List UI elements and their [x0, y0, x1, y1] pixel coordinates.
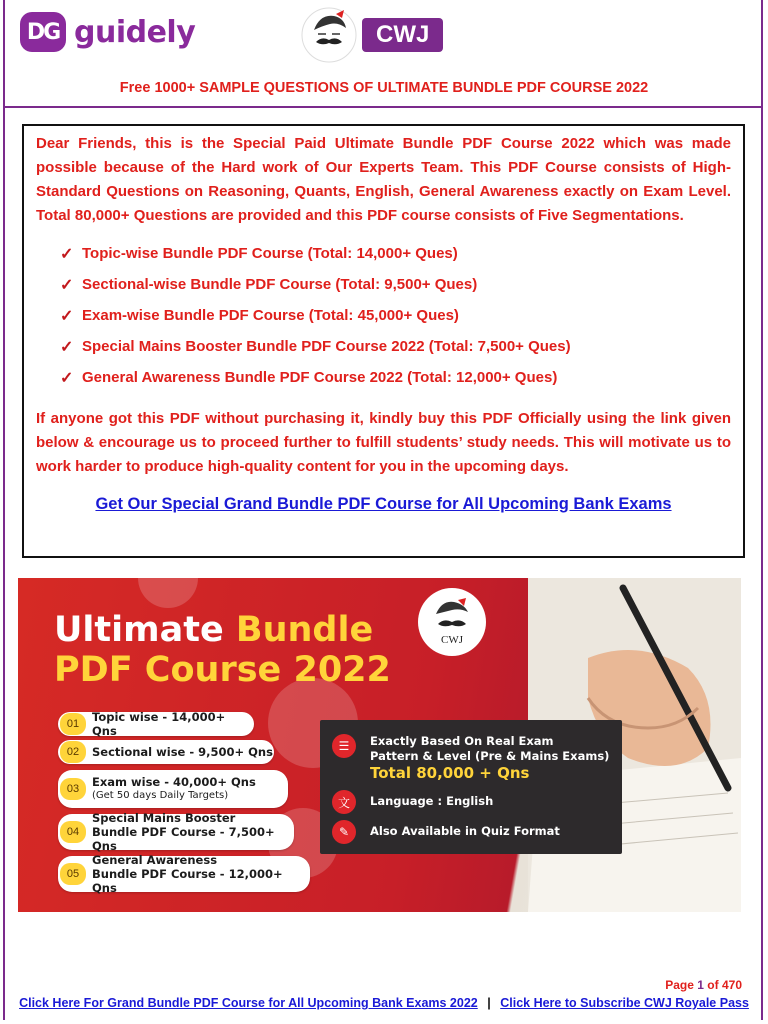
course-list-item [60, 238, 731, 269]
item-label-line1: General Awareness [92, 853, 218, 867]
page-counter [665, 978, 742, 992]
info-language: Language : English [370, 794, 494, 808]
item-label-line2: Bundle PDF Course - 7,500+ Qns [92, 825, 275, 853]
banner-title-yellow: Bundle [235, 610, 374, 650]
banner-title-white: Ultimate [54, 610, 236, 650]
item-label-line1: Special Mains Booster [92, 811, 236, 825]
intro-box [22, 124, 745, 558]
course-list-item [60, 362, 731, 393]
course-item-label: Exam-wise Bundle PDF Course (Total: 45,000+ Ques) [82, 307, 459, 324]
course-item-label: Topic-wise Bundle PDF Course (Total: 14,000+ Ques) [82, 245, 458, 262]
item-label-line1: Exam wise - 40,000+ Qns [92, 775, 256, 789]
page-header-title: Free 1000+ SAMPLE QUESTIONS OF ULTIMATE BUNDLE PDF COURSE 2022 [119, 80, 649, 96]
info-quiz: Also Available in Quiz Format [370, 824, 560, 838]
item-number: 01 [60, 713, 86, 735]
item-label [92, 811, 294, 853]
check-icon: ✓ [60, 338, 74, 356]
cwj-face-icon [430, 598, 474, 638]
page-of: of [707, 978, 719, 992]
item-number: 05 [60, 863, 86, 885]
guidely-wordmark: guidely [74, 14, 196, 50]
item-label-line2: (Get 50 days Daily Targets) [92, 790, 229, 801]
banner-title [54, 610, 391, 690]
item-label: Topic wise - 14,000+ Qns [92, 710, 226, 738]
course-item-label: General Awareness Bundle PDF Course 2022 (Total: 12,000+ Ques) [82, 369, 558, 386]
notice-paragraph: If anyone got this PDF without purchasing it, kindly buy this PDF Officially using the link given below & encourage us to proceed further to fulfill students’ study needs. This will motivate us to work harder to produce high-quality content for you in the upcoming days. [36, 410, 731, 475]
item-label: Sectional wise - 9,500+ Qns [92, 745, 273, 759]
course-list-item [60, 269, 731, 300]
item-number: 03 [60, 778, 86, 800]
royale-pass-link[interactable]: Click Here to Subscribe CWJ Royale Pass [500, 996, 749, 1010]
info-line2: Pattern & Level (Pre & Mains Exams) [370, 749, 610, 763]
check-icon: ✓ [60, 369, 74, 387]
info-row-language [332, 790, 493, 814]
header-divider [3, 106, 763, 108]
grand-bundle-footer-link[interactable]: Click Here For Grand Bundle PDF Course for All Upcoming Bank Exams 2022 [19, 996, 478, 1010]
cwj-badge: CWJ [362, 18, 443, 52]
course-list-item [60, 331, 731, 362]
info-row-quiz [332, 820, 560, 844]
footer-links [0, 996, 768, 1010]
banner-cwj-logo [418, 588, 486, 656]
banner-item-sectional [58, 740, 274, 764]
grand-bundle-link[interactable]: Get Our Special Grand Bundle PDF Course for All Upcoming Bank Exams [95, 495, 672, 513]
check-icon: ✓ [60, 276, 74, 294]
page-current: 1 [697, 978, 704, 992]
banner-item-mains [58, 811, 294, 853]
banner-title-line2: PDF Course 2022 [54, 650, 391, 690]
footer-separator: | [487, 996, 491, 1010]
info-row-exam [332, 734, 609, 783]
item-number: 04 [60, 821, 86, 843]
course-list-item [60, 300, 731, 331]
banner-item-exam [58, 770, 288, 808]
banner-item-topic [58, 712, 254, 736]
info-line1: Exactly Based On Real Exam [370, 734, 554, 748]
checklist-icon: ☰ [332, 734, 356, 758]
cwj-emblem-icon [300, 6, 358, 64]
ultimate-bundle-banner[interactable] [18, 578, 741, 912]
course-list [36, 238, 731, 393]
page-total: 470 [721, 978, 742, 992]
intro-paragraph: Dear Friends, this is the Special Paid Ultimate Bundle PDF Course 2022 which was made possible because of the Hard work of Our Experts Team. This PDF Course consists of High-Standard Questions on Reasoning, Quants, English, General Awareness exactly on Exam Level. Total 80,000+ Questions are provided and this PDF course consists of Five Segmentations. [36, 135, 731, 224]
course-item-label: Sectional-wise Bundle PDF Course (Total: 9,500+ Ques) [82, 276, 478, 293]
check-icon: ✓ [60, 307, 74, 325]
cwj-logo[interactable] [300, 6, 443, 64]
guidely-logo-icon: DG [20, 12, 66, 52]
decor-circle [138, 578, 198, 608]
guidely-logo[interactable] [20, 12, 195, 52]
item-label [92, 853, 310, 895]
language-icon: 文 [332, 790, 356, 814]
page-label: Page [665, 978, 694, 992]
quiz-icon: ✎ [332, 820, 356, 844]
item-number: 02 [60, 741, 86, 763]
course-item-label: Special Mains Booster Bundle PDF Course 2022 (Total: 7,500+ Ques) [82, 338, 571, 355]
banner-cwj-text: CWJ [441, 634, 463, 646]
item-label [92, 775, 256, 803]
banner-item-ga [58, 853, 310, 895]
item-label-line2: Bundle PDF Course - 12,000+ Qns [92, 867, 283, 895]
info-text [370, 734, 609, 783]
banner-info-box [320, 720, 622, 854]
info-total: Total 80,000 + Qns [370, 764, 530, 782]
check-icon: ✓ [60, 245, 74, 263]
